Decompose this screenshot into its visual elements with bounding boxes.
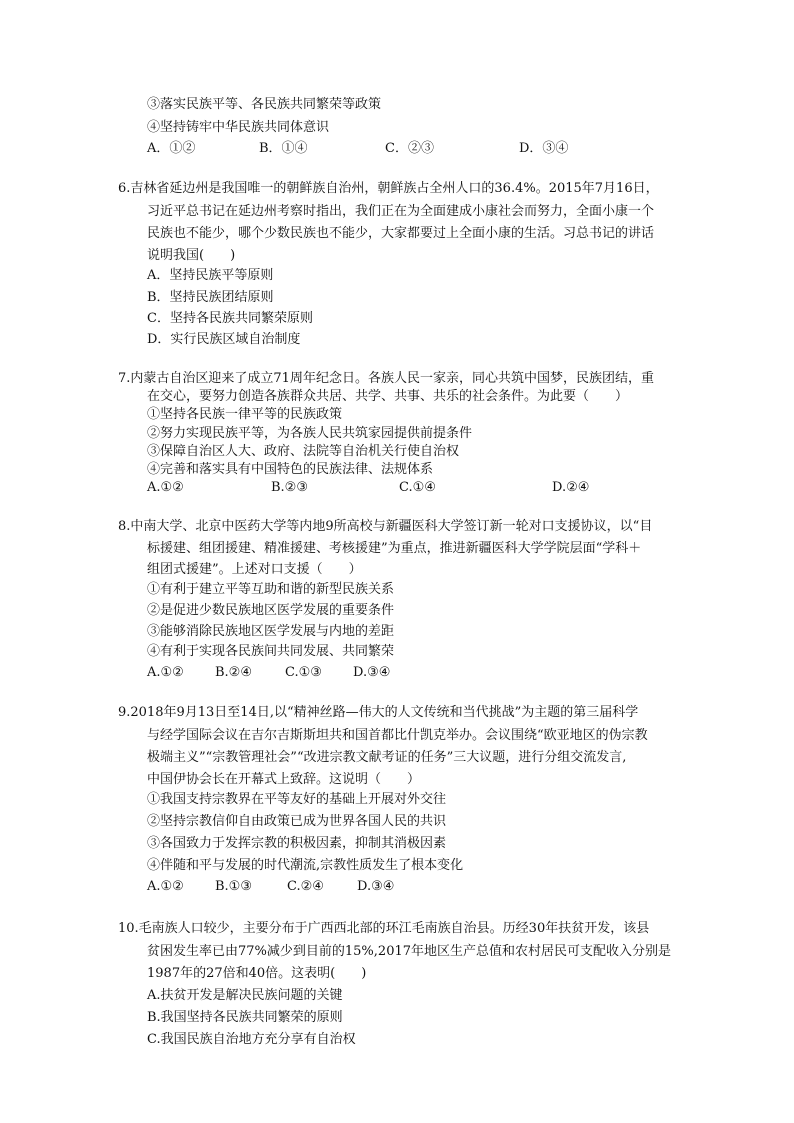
q9-options xyxy=(147,877,447,897)
option-c: C.①③ xyxy=(285,665,322,680)
q10-stem-line-3: 1987年的27倍和40倍。这表明( ) xyxy=(147,966,367,981)
q9-item-2: ②坚持宗教信仰自由政策已成为世界各国人民的共识 xyxy=(147,814,447,829)
q10-stem-line-1: 10.毛南族人口较少，主要分布于广西西北部的环江毛南族自治县。历经30年扶贫开发，该县 xyxy=(118,921,650,936)
q7-item-4: ④完善和落实具有中国特色的民族法律、法规体系 xyxy=(147,462,434,477)
continued-options xyxy=(147,139,627,159)
q6-stem-line-3: 民族也不能少，哪个少数民族也不能少，大家都要过上全面小康的生活。习总书记的讲话 xyxy=(147,226,655,241)
q9-stem-line-2: 与经学国际会议在吉尔吉斯斯坦共和国首都比什凯克举办。会议围绕“欧亚地区的伪宗教 xyxy=(147,728,648,743)
continued-item-4: ④坚持铸牢中华民族共同体意识 xyxy=(147,120,330,135)
option-b: B.②④ xyxy=(215,665,252,680)
option-a: A.①② xyxy=(147,480,184,495)
option-a: A.①② xyxy=(147,665,184,680)
q8-stem-line-1: 8.中南大学、北京中医药大学等内地9所高校与新疆医科大学签订新一轮对口支援协议，以“目 xyxy=(118,519,653,534)
q9-item-3: ③各国致力于发挥宗教的积极因素，抑制其消极因素 xyxy=(147,836,447,851)
q9-stem-line-1: 9.2018年9月13日至14日,以“精神丝路—伟大的人文传统和当代挑战”为主题的第三届科学 xyxy=(118,705,639,720)
q6-stem-line-4: 说明我国( ) xyxy=(147,248,236,263)
q8-item-3: ③能够消除民族地区医学发展与内地的差距 xyxy=(147,624,395,639)
option-c: C.①④ xyxy=(399,480,436,495)
option-b: B.②③ xyxy=(271,480,308,495)
q9-stem-line-4: 中国伊协会长在开幕式上致辞。这说明（ ） xyxy=(147,772,421,787)
q10-option-b: B.我国坚持各民族共同繁荣的原则 xyxy=(147,1010,343,1025)
q8-item-1: ①有利于建立平等互助和谐的新型民族关系 xyxy=(147,582,395,597)
option-c: C.②④ xyxy=(287,879,324,894)
q7-options xyxy=(147,478,617,498)
q7-item-3: ③保障自治区人大、政府、法院等自治机关行使自治权 xyxy=(147,444,460,459)
q6-option-a: A．坚持民族平等原则 xyxy=(147,268,274,283)
option-d: D.③④ xyxy=(357,879,395,894)
q8-item-4: ④有利于实现各民族间共同发展、共同繁荣 xyxy=(147,644,395,659)
option-c: C．②③ xyxy=(385,141,434,156)
q9-item-1: ①我国支持宗教界在平等友好的基础上开展对外交往 xyxy=(147,792,447,807)
option-b: B.①③ xyxy=(215,879,252,894)
q7-stem-line-2: 在交心，要努力创造各族群众共居、共学、共事、共乐的社会条件。为此要（ ） xyxy=(147,389,629,404)
q10-option-a: A.扶贫开发是解决民族问题的关键 xyxy=(147,988,343,1003)
q6-option-c: C．坚持各民族共同繁荣原则 xyxy=(147,311,313,326)
q7-stem-line-1: 7.内蒙古自治区迎来了成立71周年纪念日。各族人民一家亲，同心共筑中国梦，民族团结，重 xyxy=(118,371,654,386)
q8-stem-line-2: 标援建、组团援建、精准援建、考核援建”为重点，推进新疆医科大学学院层面“学科＋ xyxy=(147,541,642,556)
q9-item-4: ④伴随和平与发展的时代潮流,宗教性质发生了根本变化 xyxy=(147,858,464,873)
q10-option-c: C.我国民族自治地方充分享有自治权 xyxy=(147,1032,356,1047)
q7-item-2: ②努力实现民族平等，为各族人民共筑家园提供前提条件 xyxy=(147,426,473,441)
option-d: D.③④ xyxy=(353,665,391,680)
option-d: D．③④ xyxy=(519,141,569,156)
q8-options xyxy=(147,663,467,683)
option-a: A．①② xyxy=(147,141,196,156)
q6-option-b: B．坚持民族团结原则 xyxy=(147,290,274,305)
option-b: B．①④ xyxy=(259,141,308,156)
q8-stem-line-3: 组团式援建”。上述对口支援（ ） xyxy=(147,562,362,577)
q8-item-2: ②是促进少数民族地区医学发展的重要条件 xyxy=(147,603,395,618)
q7-item-1: ①坚持各民族一律平等的民族政策 xyxy=(147,407,343,422)
option-a: A.①② xyxy=(147,879,184,894)
option-d: D.②④ xyxy=(552,480,590,495)
continued-item-3: ③落实民族平等、各民族共同繁荣等政策 xyxy=(147,97,382,112)
q6-stem-line-2: 习近平总书记在延边州考察时指出，我们正在为全面建成小康社会而努力，全面小康一个 xyxy=(147,204,655,219)
q6-option-d: D．实行民族区域自治制度 xyxy=(147,332,301,347)
q9-stem-line-3: 极端主义”“宗教管理社会”“改进宗教文献考证的任务”三大议题，进行分组交流发言, xyxy=(147,750,627,765)
q10-stem-line-2: 贫困发生率已由77%减少到目前的15%,2017年地区生产总值和农村居民可支配收入分别是 xyxy=(147,944,672,959)
q6-stem-line-1: 6.吉林省延边州是我国唯一的朝鲜族自治州，朝鲜族占全州人口的36.4%。2015年7月16日， xyxy=(118,181,659,196)
